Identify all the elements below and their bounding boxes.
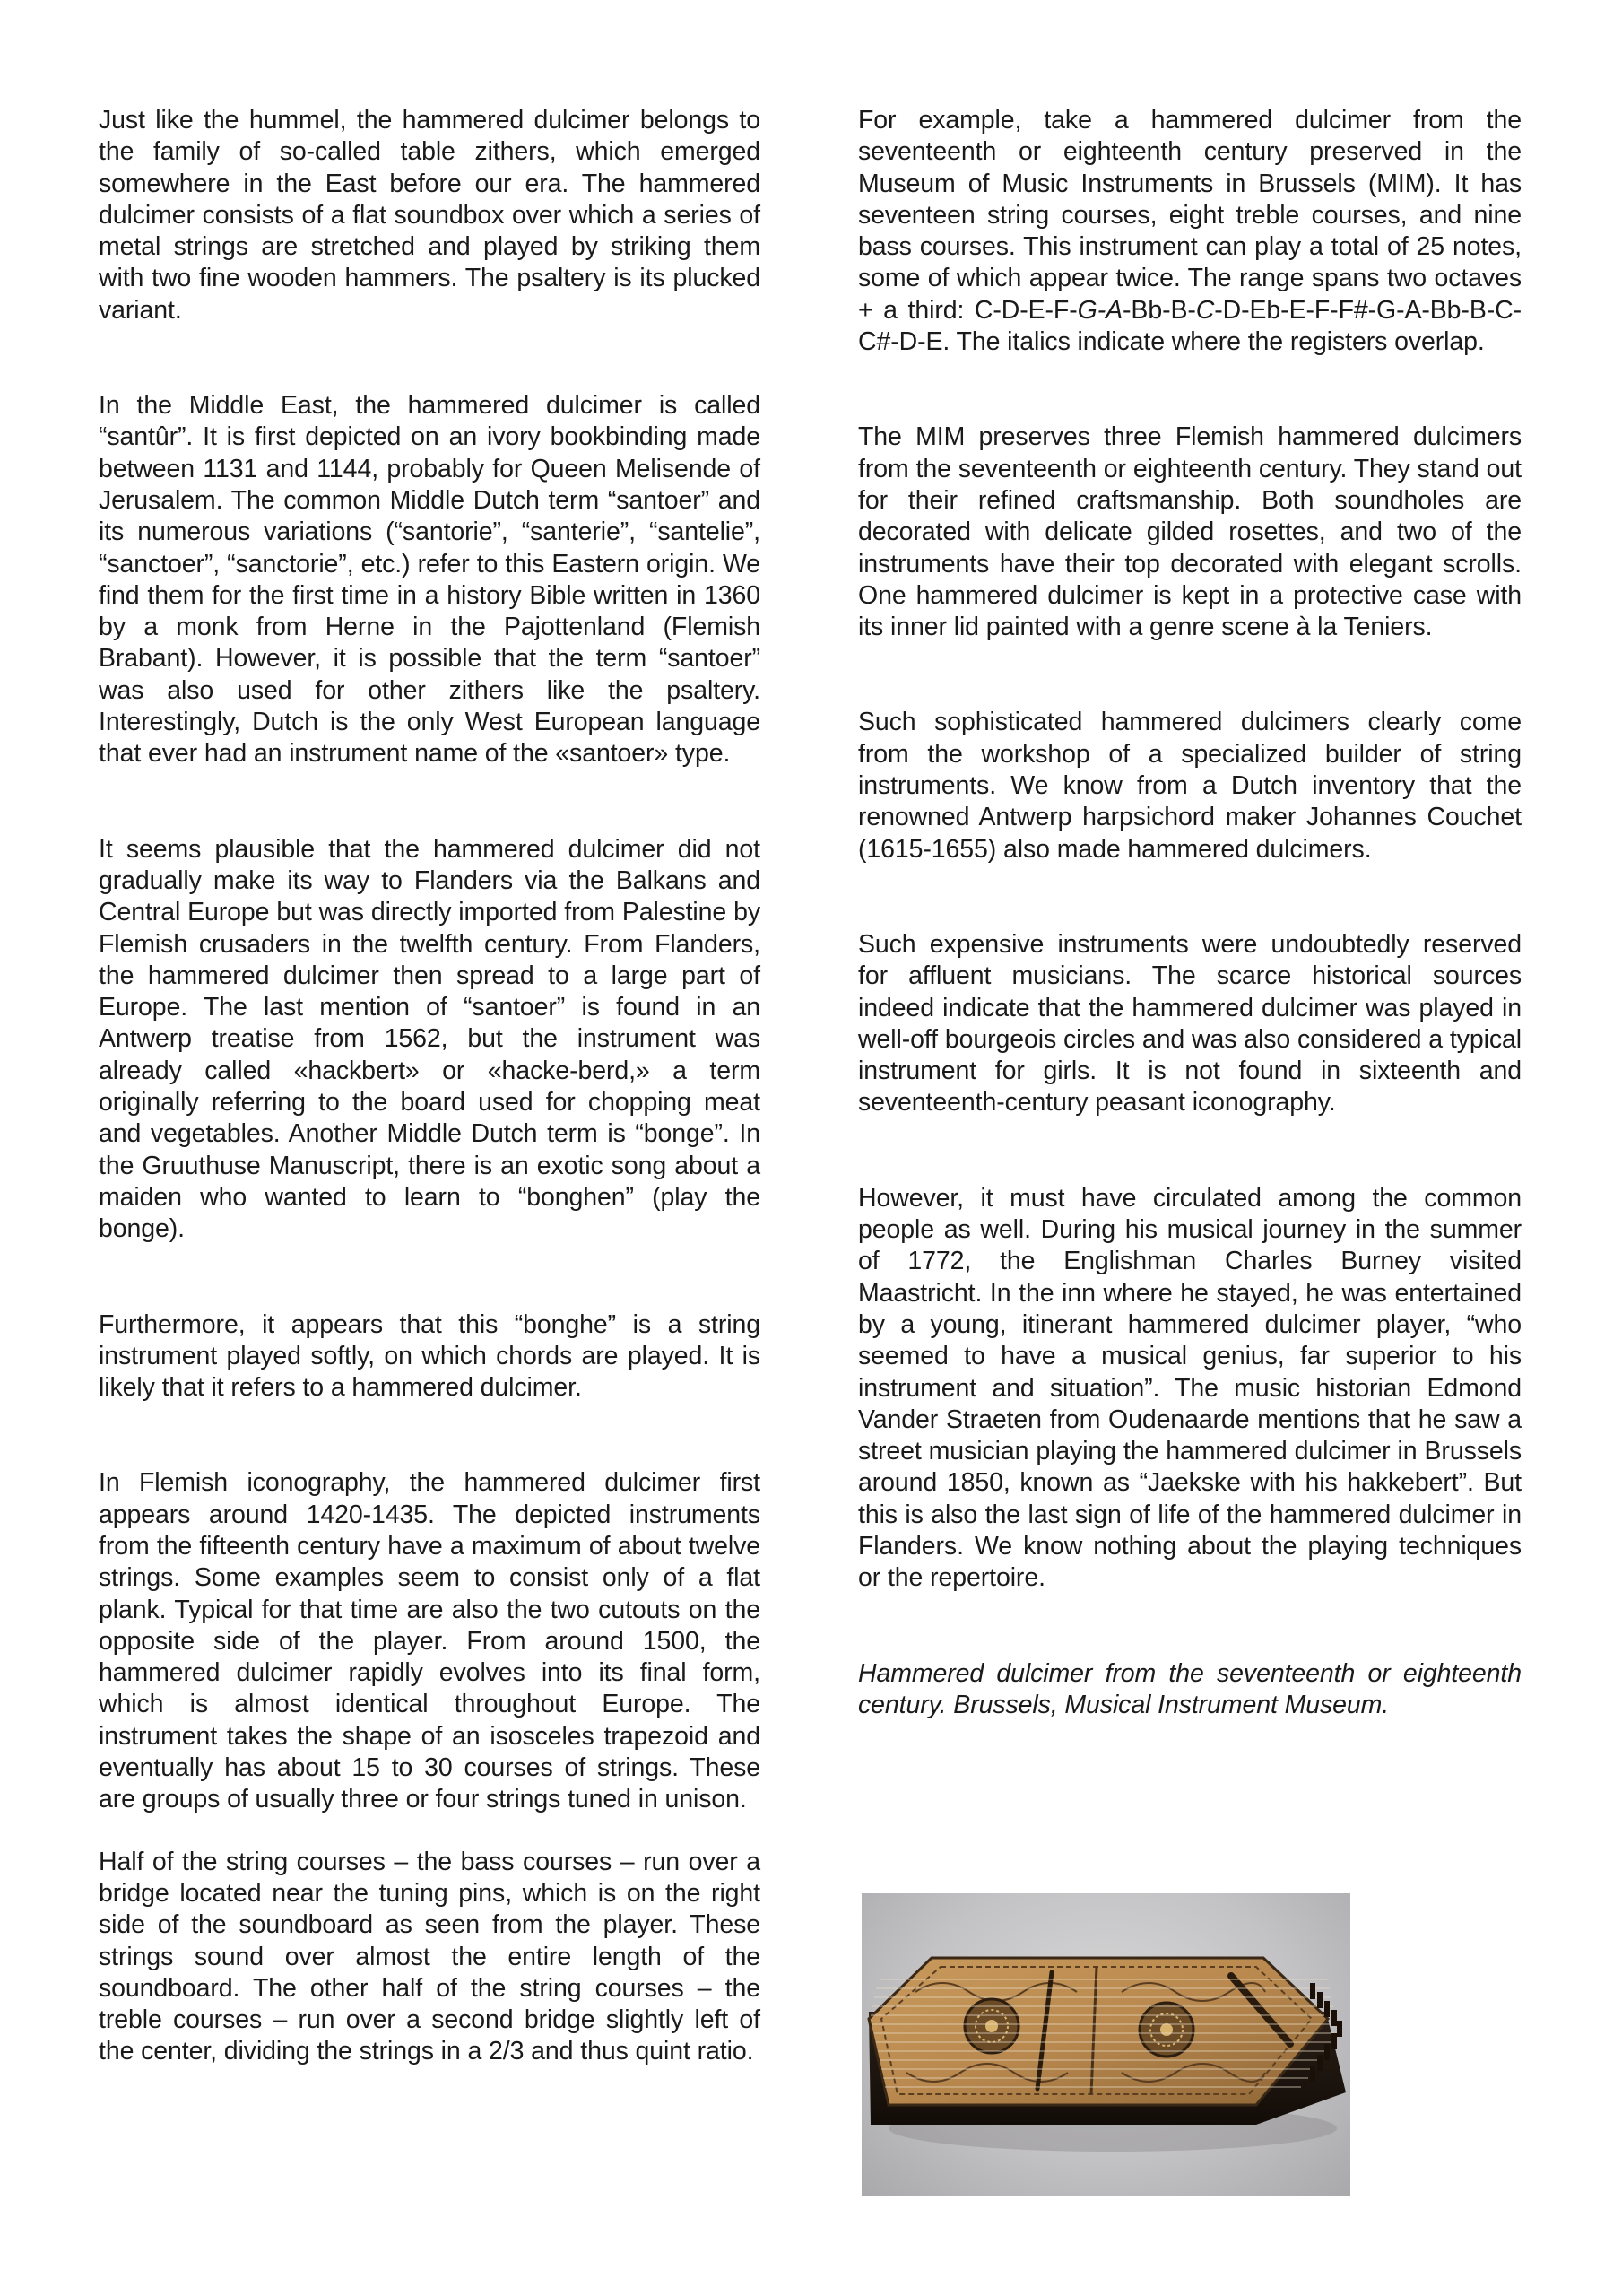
- paragraph-bonghe: Furthermore, it appears that this “bonghe” is a string instrument played softly, on which chords are played. It is likely that it refers to a hammered dulcimer.: [99, 1309, 760, 1403]
- paragraph-flemish-dulcimers: The MIM preserves three Flemish hammered dulcimers from the seventeenth or eighteenth century. They stand out for their refined craftsmanship. Both soundholes are decorated with delicate gilded rosettes, and two of the instruments have their top decorated with elegant scrolls. One hammered dulcimer is kept in a protective case with its inner lid painted with a genre scene à la Teniers.: [858, 422, 1522, 642]
- range-overlap-italic: G-A: [1077, 295, 1123, 325]
- hammered-dulcimer-photo: [862, 1893, 1350, 2196]
- paragraph-santur: In the Middle East, the hammered dulcimer is called “santûr”. It is first depicted on an ivory bookbinding made between 1131 and 1144, probably for Queen Melisende of Jerusalem. The common Middle Dutch term “santoer” and its numerous variations (“santorie”, “santerie”, “santelie”, “sanctoer”, “sanctorie”, etc.) refer to this Eastern origin. We find them for the first time in a history Bible written in 1360 by a monk from Herne in the Pajottenland (Flemish Brabant). However, it is possible that the term “santoer” was also used for other zithers like the psaltery. Interestingly, Dutch is the only West European language that ever had an instrument name of the «santoer» type.: [99, 391, 760, 769]
- paragraph-iconography: In Flemish iconography, the hammered dulcimer first appears around 1420-1435. The depicted instruments from the fifteenth century have a maximum of about twelve strings. Some examples seem to consist only of a flat plank. Typical for that time are also the two cutouts on the opposite side of the player. From around 1500, the hammered dulcimer rapidly evolves into its final form, which is almost identical throughout Europe. The instrument takes the shape of an isosceles trapezoid and eventually has about 15 to 30 courses of strings. These are groups of usually three or four strings tuned in unison.: [99, 1468, 760, 1814]
- left-column: [99, 105, 760, 2068]
- paragraph-affluent-musicians: Such expensive instruments were undoubtedly reserved for affluent musicians. The scarce historical sources indeed indicate that the hammered dulcimer was played in well-off bourgeois circles and was also considered a typical instrument for girls. It is not found in sixteenth and seventeenth-century peasant iconography.: [858, 929, 1522, 1118]
- paragraph-string-courses: Half of the string courses – the bass courses – run over a bridge located near the tuning pins, which is on the right side of the soundboard as seen from the player. These strings sound over almost the entire length of the soundboard. The other half of the string courses – the treble courses – run over a second bridge slightly left of the center, dividing the strings in a 2/3 and thus quint ratio.: [99, 1847, 760, 2066]
- paragraph-workshop: Such sophisticated hammered dulcimers clearly come from the workshop of a specialized builder of string instruments. We know from a Dutch inventory that the renowned Antwerp harpsichord maker Johannes Couchet (1615-1655) also made hammered dulcimers.: [858, 708, 1522, 864]
- range-overlap-italic: C: [1195, 295, 1215, 325]
- figure-caption: Hammered dulcimer from the seventeenth or eighteenth century. Brussels, Musical Instrument Museum.: [858, 1658, 1522, 1719]
- paragraph-crusaders: It seems plausible that the hammered dulcimer did not gradually make its way to Flanders via the Balkans and Central Europe but was directly imported from Palestine by Flemish crusaders in the twelfth century. From Flanders, the hammered dulcimer then spread to a large part of Europe. The last mention of “santoer” is found in an Antwerp treatise from 1562, but the instrument was already called «hackbert» or «hacke-berd,» a term originally referring to the board used for chopping meat and vegetables. Another Middle Dutch term is “bonge”. In the Gruuthuse Manuscript, there is an exotic song about a maiden who wanted to learn to “bonghen” (play the bonge).: [99, 834, 760, 1244]
- paragraph-common-people: However, it must have circulated among the common people as well. During his musical journey in the summer of 1772, the Englishman Charles Burney visited Maastricht. In the inn where he stayed, he was entertained by a young, itinerant hammered dulcimer player, “who seemed to have a musical genius, far superior to his instrument and situation”. The music historian Edmond Vander Straeten from Oudenaarde mentions that he saw a street musician playing the hammered dulcimer in Brussels around 1850, known as “Jaekske with his hakkebert”. But this is also the last sign of life of the hammered dulcimer in Flanders. We know nothing about the playing techniques or the repertoire.: [858, 1183, 1522, 1593]
- right-column: [858, 105, 1522, 1721]
- paragraph-table-zithers: Just like the hummel, the hammered dulcimer belongs to the family of so-called table zithers, which emerged somewhere in the East before our era. The hammered dulcimer consists of a flat soundbox over which a series of metal strings are stretched and played by striking them with two fine wooden hammers. The psaltery is its plucked variant.: [99, 106, 760, 325]
- paragraph-mim-example: For example, take a hammered dulcimer from the seventeenth or eighteenth century preserved in the Museum of Music Instruments in Brussels (MIM). It has seventeen string courses, eight treble courses, and nine bass courses. This instrument can play a total of 25 notes, some of which appear twice. The range spans two octaves + a third: C-D-E-F-G-A-Bb-B-C-D-Eb-E-F-F#-G-A-Bb-B-C-C#-D-E. The italics indicate where the registers overlap.: [858, 106, 1522, 357]
